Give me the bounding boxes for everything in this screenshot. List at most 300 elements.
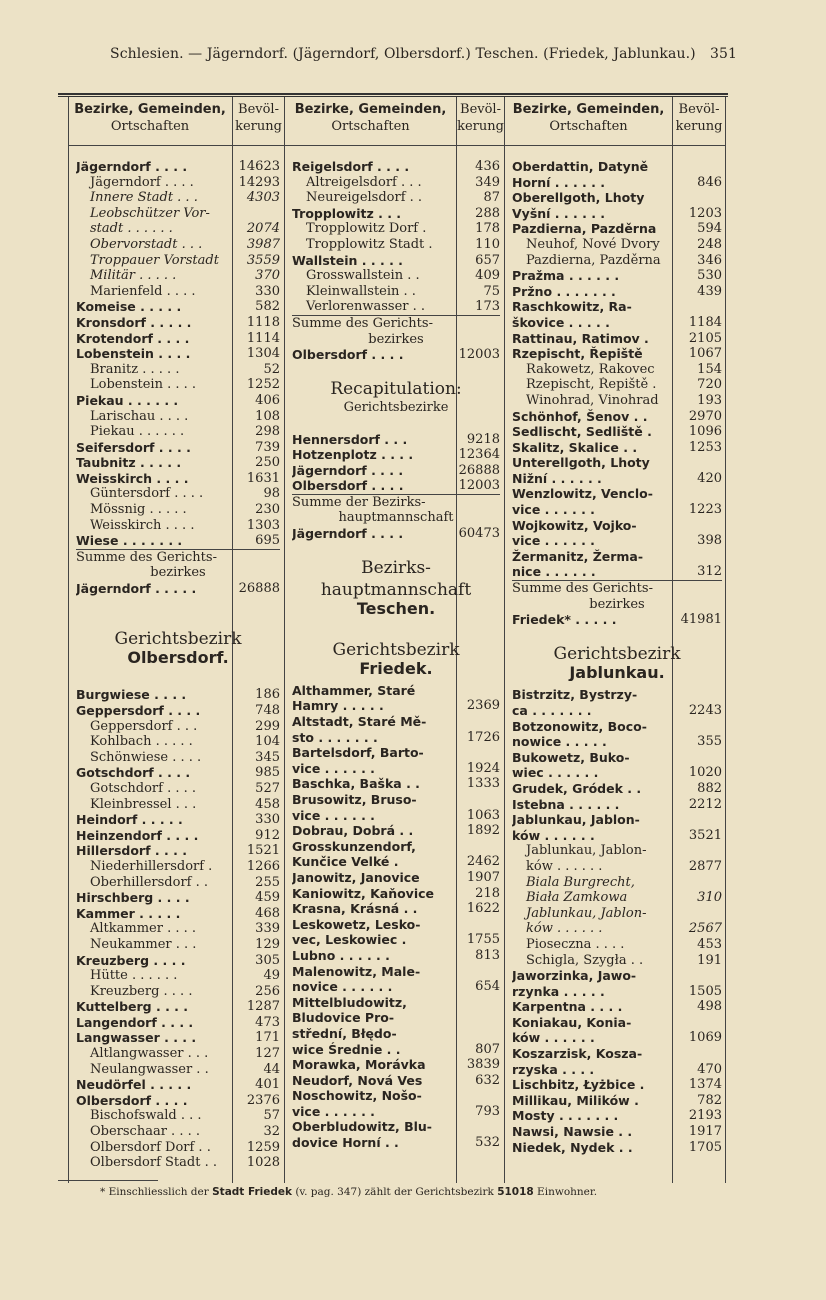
place-name: Wallstein . . . . . <box>292 252 403 268</box>
table-row <box>292 432 500 448</box>
population-value: 398 <box>697 533 722 549</box>
table-row <box>512 393 722 409</box>
table-row <box>76 953 280 969</box>
place-name: Bartelsdorf, Barto- <box>292 745 424 761</box>
place-name: Gerichtsbezirk <box>332 639 460 660</box>
place-name: Mittelbludowitz, <box>292 994 407 1010</box>
population-value: 1924 <box>466 760 500 776</box>
table-row <box>76 471 280 487</box>
place-name: Hillersdorf . . . . <box>76 843 187 859</box>
population-value: 355 <box>697 734 722 750</box>
table-row <box>76 284 280 300</box>
column-heading-population <box>673 101 725 135</box>
population-value: 186 <box>255 687 280 703</box>
population-value: 12003 <box>458 347 500 363</box>
population-value: 1067 <box>688 346 722 362</box>
population-value: 2376 <box>246 1092 280 1108</box>
place-name: Weisskirch . . . . <box>90 517 195 533</box>
population-value: 2567 <box>688 921 722 937</box>
table-row <box>512 750 722 766</box>
table-row <box>292 347 500 363</box>
table-row <box>512 486 722 502</box>
header-title: Schlesien. — Jägerndorf. (Jägerndorf, Olbersdorf.) Teschen. (Friedek, Jablunkau.) <box>110 46 696 62</box>
table-row <box>76 1140 280 1156</box>
place-name: Bukowetz, Buko- <box>512 749 630 765</box>
population-value: 1020 <box>688 765 722 781</box>
table-row <box>76 1108 280 1124</box>
table-row <box>76 890 280 906</box>
population-value: 473 <box>255 1014 280 1030</box>
place-name: Kleinbressel . . . <box>90 796 197 812</box>
place-name: Kuttelberg . . . . <box>76 999 189 1015</box>
population-value: 345 <box>255 749 280 765</box>
table-row <box>292 1010 500 1026</box>
population-value: 654 <box>475 979 500 995</box>
table-row <box>512 937 722 953</box>
place-name: Teschen. <box>356 601 436 617</box>
place-name: Kohlbach . . . . . <box>90 734 193 750</box>
place-name: Obervorstadt . . . <box>90 236 203 252</box>
place-name: Weisskirch . . . . <box>76 470 189 486</box>
heading-line-2: kerung <box>457 119 504 134</box>
table-row <box>76 206 280 222</box>
table-row <box>512 1108 722 1124</box>
population-value: 44 <box>263 1061 280 1077</box>
population-value: 129 <box>255 936 280 952</box>
table-row <box>76 687 280 703</box>
place-name: Langendorf . . . . <box>76 1014 194 1030</box>
place-name: Hütte . . . . . . <box>90 968 178 984</box>
place-name: Oberschaar . . . . <box>90 1124 200 1140</box>
table-row <box>512 221 722 237</box>
population-value: 470 <box>697 1061 722 1077</box>
place-name: Taubnitz . . . . . <box>76 455 182 471</box>
place-name: Gerichtsbezirk <box>114 628 242 649</box>
place-name: Piekau . . . . . . <box>76 392 179 408</box>
place-name: Rzepischt, Řepiště . <box>526 377 657 393</box>
place-name: Olbersdorf Stadt . . <box>90 1155 217 1171</box>
footnote-text: Einwohner. <box>533 1186 598 1198</box>
place-name: Kronsdorf . . . . . <box>76 314 192 330</box>
population-value: 1287 <box>246 999 280 1015</box>
population-value: 330 <box>255 812 280 828</box>
footnote-text: (v. pag. 347) zählt der Gerichtsbezirk <box>292 1186 498 1198</box>
table-row <box>512 984 722 1000</box>
table-row <box>76 734 280 750</box>
place-name: Jägerndorf . . . . <box>76 159 188 174</box>
place-name: Friedek* . . . . . <box>512 612 617 628</box>
section-heading <box>292 557 500 579</box>
population-value: 305 <box>255 952 280 968</box>
heading-line-2: Ortschaften <box>549 119 628 134</box>
top-rule <box>58 93 728 95</box>
table-row <box>292 964 500 980</box>
place-name: Olbersdorf . . . . <box>76 1092 188 1108</box>
place-name: Marienfeld . . . . <box>90 283 196 299</box>
population-value: 2212 <box>688 796 722 812</box>
table-row <box>512 253 722 269</box>
population-value: 14293 <box>238 174 280 190</box>
place-name: Jägerndorf . . . . <box>90 174 194 190</box>
place-name: Summe der Bezirks- <box>292 494 426 510</box>
place-name: Brusowitz, Bruso- <box>292 792 417 807</box>
section-heading <box>512 665 722 687</box>
table-row <box>76 859 280 875</box>
table-row <box>76 346 280 362</box>
place-name: Grudek, Gródek . . <box>512 780 642 796</box>
section-heading <box>292 332 500 348</box>
population-value: 75 <box>483 283 500 299</box>
place-name: Bezirks- <box>361 558 431 579</box>
table-row <box>512 628 722 644</box>
place-name: Langwasser . . . . <box>76 1030 197 1046</box>
place-name: Geppersdorf . . . <box>90 718 198 734</box>
table-row <box>292 839 500 855</box>
column-heading-population <box>233 101 284 135</box>
table-row <box>512 315 722 331</box>
place-name: Heinzendorf . . . . <box>76 827 199 843</box>
place-name: Gotschdorf . . . . <box>76 765 191 781</box>
place-name: bezirkes <box>589 596 645 612</box>
population-value: 1096 <box>688 424 722 440</box>
table-row <box>292 363 500 379</box>
table-row <box>76 1030 280 1046</box>
table-row <box>512 455 722 471</box>
population-value: 9218 <box>466 431 500 447</box>
place-name: Troppauer Vorstadt <box>90 252 219 268</box>
population-value: 330 <box>255 283 280 299</box>
table-row <box>512 331 722 347</box>
heading-line-1: Bezirke, Gemeinden, <box>74 102 226 117</box>
place-name: Reigelsdorf . . . . <box>292 159 410 174</box>
table-row <box>76 797 280 813</box>
place-name: Pržno . . . . . . . <box>512 283 616 299</box>
place-name: Bistrzitz, Bystrzy- <box>512 687 638 703</box>
table-row <box>512 346 722 362</box>
table-row <box>76 1015 280 1031</box>
place-name: Sedlischt, Sedliště . <box>512 424 652 440</box>
table-row <box>292 995 500 1011</box>
header-rule <box>68 145 726 146</box>
place-name: stadt . . . . . . <box>90 221 173 237</box>
table-row <box>292 698 500 714</box>
table-row <box>76 1155 280 1171</box>
place-name: Baschka, Baška . . <box>292 776 420 792</box>
place-name: Noschowitz, Nošo- <box>292 1088 422 1104</box>
footnote-bold: Stadt Friedek <box>212 1186 292 1198</box>
place-name: bezirkes <box>368 331 424 347</box>
place-name: Kammer . . . . . <box>76 905 181 921</box>
population-value: 748 <box>255 703 280 718</box>
population-value: 1333 <box>466 776 500 792</box>
population-value: 14623 <box>238 159 280 174</box>
place-name: Leskowetz, Lesko- <box>292 916 421 932</box>
column-heading-places <box>505 101 672 135</box>
place-name: Schönwiese . . . . <box>90 749 202 765</box>
place-name: střední, Błędo- <box>292 1025 397 1041</box>
place-name: Heindorf . . . . . <box>76 812 183 828</box>
place-name: Tropplowitz Dorf . <box>306 221 427 237</box>
place-name: Rakowetz, Rakovec <box>526 361 655 377</box>
place-name: Gerichtsbezirke <box>343 400 449 416</box>
table-row <box>512 1093 722 1109</box>
table-column-3 <box>512 159 722 1155</box>
population-value: 1521 <box>246 843 280 859</box>
place-name: wiec . . . . . . <box>512 765 599 781</box>
place-name: Burgwiese . . . . <box>76 687 187 703</box>
population-value: 594 <box>697 221 722 237</box>
place-name: Neureigelsdorf . . <box>306 190 423 206</box>
table-row <box>292 1135 500 1151</box>
population-value: 127 <box>255 1046 280 1062</box>
place-name: Schönhof, Šenov . . <box>512 408 648 424</box>
table-row <box>292 463 500 479</box>
place-name: hauptmannschaft <box>320 580 472 601</box>
table-row <box>292 526 500 542</box>
population-value: 250 <box>255 455 280 471</box>
place-name: Raschkowitz, Ra- <box>512 299 632 315</box>
table-row <box>76 843 280 859</box>
population-value: 2877 <box>688 858 722 874</box>
place-name: Bischofswald . . . <box>90 1108 202 1124</box>
population-value: 1907 <box>466 869 500 885</box>
sum-label-row <box>512 580 722 597</box>
table-row <box>292 979 500 995</box>
table-column-2 <box>292 159 500 1151</box>
population-value: 1114 <box>246 330 280 346</box>
table-row <box>512 781 722 797</box>
place-name: Unterellgoth, Lhoty <box>512 455 650 471</box>
table-row <box>292 284 500 300</box>
population-value: 1252 <box>246 377 280 393</box>
table-row <box>512 424 722 440</box>
population-value: 193 <box>697 392 722 408</box>
place-name: Schigla, Szygła . . <box>526 952 644 968</box>
place-name: Biała Zamkowa <box>526 890 628 906</box>
place-name: Jablunkau. <box>569 665 665 681</box>
section-heading <box>292 601 500 623</box>
place-name: Leobschützer Vor- <box>90 205 210 221</box>
population-value: 26888 <box>458 462 500 478</box>
place-name: Pazdierna, Pazděrna <box>526 252 661 268</box>
table-row <box>76 765 280 781</box>
place-name: Lobenstein . . . . <box>76 346 191 362</box>
population-value: 171 <box>255 1030 280 1046</box>
table-row <box>76 533 280 549</box>
place-name: Krasna, Krásná . . <box>292 901 418 917</box>
population-value: 108 <box>255 408 280 424</box>
population-value: 793 <box>475 1103 500 1119</box>
section-heading <box>292 400 500 416</box>
population-value: 3521 <box>688 827 722 843</box>
population-value: 1892 <box>466 823 500 839</box>
population-value: 527 <box>255 780 280 796</box>
place-name: Oberdattin, Datyně <box>512 159 649 174</box>
heading-line-2: kerung <box>675 119 723 134</box>
place-name: Pražma . . . . . . <box>512 268 620 284</box>
population-value: 985 <box>255 765 280 781</box>
population-value: 2193 <box>688 1108 722 1124</box>
population-value: 632 <box>475 1072 500 1088</box>
population-value: 26888 <box>238 581 280 597</box>
place-name: Hennersdorf . . . <box>292 431 408 447</box>
place-name: Militär . . . . . <box>90 268 177 284</box>
population-value: 406 <box>255 392 280 408</box>
place-name: hauptmannschaft <box>338 510 454 526</box>
population-value: 104 <box>255 734 280 750</box>
footnote <box>100 1186 740 1198</box>
place-name: Neuhof, Nové Dvory <box>526 236 660 252</box>
place-name: Nawsi, Nawsie . . <box>512 1124 633 1140</box>
place-name: nice . . . . . . <box>512 564 596 580</box>
place-name: Kaniowitz, Kaňovice <box>292 885 435 901</box>
table-row <box>512 999 722 1015</box>
population-value: 370 <box>255 268 280 284</box>
place-name: novice . . . . . . <box>292 979 393 995</box>
heading-line-1: Bevöl- <box>460 102 501 117</box>
table-row <box>512 237 722 253</box>
population-value: 310 <box>697 890 722 906</box>
table-row <box>292 206 500 222</box>
section-heading <box>512 597 722 613</box>
population-value: 256 <box>255 983 280 999</box>
table-row <box>512 362 722 378</box>
place-name: Jablunkau, Jablon- <box>526 905 647 921</box>
population-value: 1917 <box>688 1124 722 1140</box>
footnote-bold: 51018 <box>497 1186 534 1198</box>
population-value: 813 <box>475 947 500 963</box>
population-value: 298 <box>255 424 280 440</box>
table-row <box>76 190 280 206</box>
population-value: 2970 <box>688 408 722 424</box>
table-row <box>292 854 500 870</box>
place-name: Altkammer . . . . <box>90 921 197 937</box>
place-name: Mosty . . . . . . . <box>512 1108 619 1124</box>
population-value: 288 <box>475 205 500 221</box>
table-row <box>76 999 280 1015</box>
place-name: sto . . . . . . . <box>292 729 378 745</box>
table-row <box>76 377 280 393</box>
place-name: Botzonowitz, Boco- <box>512 718 647 734</box>
population-value: 346 <box>697 252 722 268</box>
table-row <box>512 968 722 984</box>
table-row <box>292 932 500 948</box>
heading-line-1: Bezirke, Gemeinden, <box>512 102 665 117</box>
table-row <box>512 1140 722 1156</box>
population-value: 3839 <box>466 1057 500 1073</box>
place-name: Janowitz, Janovice <box>292 869 420 885</box>
table-row <box>512 843 722 859</box>
population-value: 458 <box>255 796 280 812</box>
place-name: Althammer, Staré <box>292 682 416 698</box>
section-heading <box>512 643 722 665</box>
heading-line-2: kerung <box>235 119 282 134</box>
place-name: Wiese . . . . . . . <box>76 533 183 549</box>
place-name: rzynka . . . . . <box>512 983 605 999</box>
table-row <box>292 268 500 284</box>
table-row <box>292 901 500 917</box>
table-row <box>512 471 722 487</box>
table-row <box>76 440 280 456</box>
population-value: 2243 <box>688 703 722 718</box>
table-row <box>292 886 500 902</box>
population-value: 1755 <box>466 932 500 948</box>
table-row <box>292 1042 500 1058</box>
table-row <box>512 1046 722 1062</box>
section-heading <box>292 661 500 683</box>
population-value: 530 <box>697 268 722 284</box>
place-name: ków . . . . . . <box>526 921 603 937</box>
place-name: Malenowitz, Male- <box>292 963 421 979</box>
running-header <box>110 46 750 62</box>
column-heading-places <box>285 101 456 135</box>
place-name: Altstadt, Staré Mě- <box>292 714 427 730</box>
population-value: 401 <box>255 1077 280 1093</box>
table-row <box>292 221 500 237</box>
table-row <box>292 761 500 777</box>
table-row <box>76 968 280 984</box>
place-name: Niedek, Nydek . . <box>512 1139 633 1155</box>
population-value: 468 <box>255 905 280 921</box>
place-name: Skalitz, Skalice . . <box>512 439 638 455</box>
place-name: Seifersdorf . . . . <box>76 439 191 455</box>
table-row <box>512 377 722 393</box>
table-row <box>76 1124 280 1140</box>
population-value: 1705 <box>688 1139 722 1155</box>
table-row <box>76 581 280 597</box>
place-name: Niederhillersdorf . <box>90 858 213 874</box>
place-name: Mössnig . . . . . <box>90 502 187 518</box>
table-row <box>76 253 280 269</box>
table-row <box>512 890 722 906</box>
place-name: Larischau . . . . <box>90 408 189 424</box>
population-value: 2462 <box>466 854 500 870</box>
table-row <box>76 1046 280 1062</box>
table-row <box>292 237 500 253</box>
column-heading-places <box>68 101 232 135</box>
place-name: Neukammer . . . <box>90 936 197 952</box>
population-value: 453 <box>697 936 722 952</box>
population-value: 173 <box>475 299 500 315</box>
table-row <box>512 797 722 813</box>
table-row <box>76 672 280 688</box>
place-name: Summe des Gerichts- <box>292 315 433 331</box>
table-row <box>292 1088 500 1104</box>
table-row <box>76 221 280 237</box>
population-value: 720 <box>697 377 722 393</box>
table-row <box>76 486 280 502</box>
population-value: 420 <box>697 470 722 486</box>
table-row <box>292 416 500 432</box>
place-name: vice . . . . . . <box>292 807 375 823</box>
place-name: Grosskunzendorf, <box>292 838 416 854</box>
place-name: Lobenstein . . . . <box>90 377 197 393</box>
population-value: 339 <box>255 921 280 937</box>
place-name: Kleinwallstein . . <box>306 283 416 299</box>
table-row <box>512 549 722 565</box>
heading-line-1: Bevöl- <box>678 102 720 117</box>
table-row <box>292 808 500 824</box>
table-row <box>292 823 500 839</box>
table-row <box>292 159 500 175</box>
table-row <box>292 714 500 730</box>
table-row <box>512 953 722 969</box>
table-row <box>292 299 500 315</box>
section-heading <box>292 510 500 526</box>
section-heading <box>292 378 500 400</box>
population-value: 1118 <box>246 314 280 330</box>
place-name: Jaworzinka, Jawo- <box>512 968 637 984</box>
